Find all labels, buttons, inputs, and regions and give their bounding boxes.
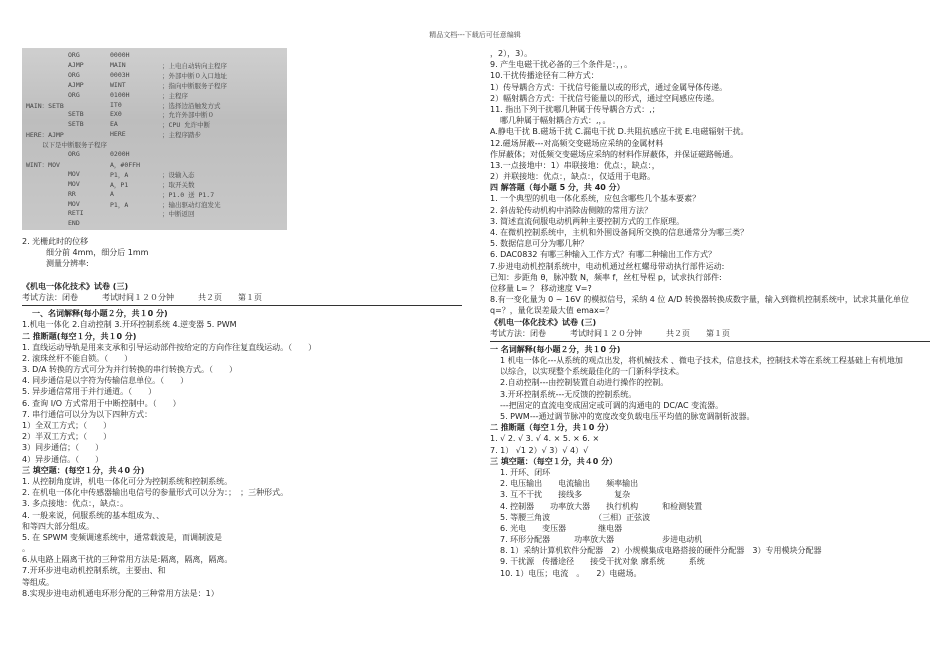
text-line: 8.实现步进电动机通电环形分配的三种常用方法是：1）	[22, 588, 219, 598]
left-column	[22, 236, 462, 599]
text-line: 2）半双工方式；（ ）	[22, 432, 112, 442]
scan-code-line	[22, 180, 287, 190]
text-line: 2. 在机电一体化中传感器输出电信号的参量形式可以分为：； ；三种形式。	[22, 488, 289, 498]
text-line: 3. 多点接地：优点：，缺点：。	[22, 499, 129, 509]
scan-code-line	[22, 101, 287, 111]
divider	[22, 305, 462, 306]
text-line: 等组成。	[22, 577, 54, 587]
scan-code-cell: ；上电自动转向主程序	[162, 61, 227, 70]
scan-code-cell: SETB	[68, 120, 84, 129]
text-line: 1）传导耦合方式：干扰信号能量以或的形式，通过金属导体传递。	[490, 82, 728, 92]
text-line: 2. 滚珠丝杆不能自锁。（ ）	[22, 353, 133, 363]
scan-code-line	[22, 200, 287, 210]
scan-code-line	[22, 140, 287, 150]
text-line: 7.开环步进电动机控制系统，主要由、和	[22, 566, 166, 576]
scan-code-cell: HERE：AJMP	[26, 131, 64, 140]
scan-code-cell: ；允许外部中断０	[162, 111, 214, 120]
scan-code-line	[22, 91, 287, 101]
scan-code-line	[22, 130, 287, 140]
scan-code-cell: ；主程序	[162, 91, 188, 100]
scan-code-cell: ；输出驱动灯泡发光	[162, 200, 221, 209]
scan-code-line	[22, 150, 287, 160]
text-line: 2）并联接地：优点：，缺点：，仅适用于电路。	[490, 172, 656, 182]
text-line: 一、名词解释(每小题２分，共１0 分)	[32, 309, 168, 319]
scan-code-cell: ORG	[68, 70, 80, 79]
scan-code-cell: A	[110, 189, 114, 198]
scan-code-cell: EX0	[110, 110, 122, 119]
text-line: 5. 在 SPWM 变频调速系统中，通常载波是，而调制波是	[22, 532, 222, 542]
scan-code-cell: IT0	[110, 100, 122, 109]
scan-code-cell: ；CPU 允许中断	[162, 121, 211, 130]
text-line: 6. 查询 I/O 方式常用于中断控制中。（ ）	[22, 398, 181, 408]
scan-code-cell: ；指向中断服务子程序	[162, 81, 227, 90]
scan-code-cell: MAIN：SETB	[26, 101, 64, 110]
text-line: 6.从电路上隔离干扰的三种常用方法是:隔离，隔离，隔离。	[22, 555, 233, 565]
text-line: 二 推断题(每空１分，共１0 分)	[22, 331, 137, 341]
text-line: 考试方法：闭卷 考试时间１２０分钟 共２页 第１页	[22, 292, 262, 302]
scan-code-cell: RETI	[68, 209, 84, 218]
page-header: 精品文档---下载后可任意编辑	[429, 31, 521, 39]
text-line: 1. 直线运动导轨是用来支承和引导运动部件按给定的方向作往复直线运动。（ ）	[22, 342, 317, 352]
text-line: 7. 串行通信可以分为以下四种方式：	[22, 409, 153, 419]
text-line: 考试方法：闭卷 考试时间１２０分钟 共２页 第１页	[490, 328, 730, 338]
scan-code-cell: 0000H	[110, 51, 130, 59]
text-line: 5. PWM---通过调节脉冲的宽度改变负载电压平均值的脉宽调制斩波器。	[500, 412, 755, 421]
scan-code-cell: EA	[110, 120, 118, 129]
scan-code-cell: ；P1.0 送 P1.7	[162, 190, 215, 199]
scan-code-cell: ORG	[68, 51, 80, 59]
text-line: 测量分辨率:	[46, 259, 89, 269]
text-line: 作屏蔽体；对低频交变磁场应采纳的材料作屏蔽体，并保证磁路畅通。	[490, 149, 738, 159]
scan-code-cell: MOV	[68, 179, 80, 188]
text-line: 1. 一个典型的机电一体化系统，应包含哪些几个基本要素？	[490, 194, 701, 204]
text-line: 3）同步通信；（ ）	[22, 443, 104, 453]
scan-code-cell: MOV	[68, 169, 80, 178]
divider	[490, 341, 930, 342]
scanned-code-image	[22, 48, 287, 230]
text-line: 8. 1）采纳计算机软件分配器 2）小规模集成电路搭接的硬件分配器 3）专用模块分配器	[500, 546, 822, 556]
scan-code-line	[22, 71, 287, 81]
text-line: 位移量 L= ？ 移动速度 V=?	[490, 283, 592, 293]
scan-code-cell: ；设输入态	[162, 170, 195, 179]
text-line: 7.步进电动机控制系统中，电动机通过丝杠螺母带动执行部件运动:	[490, 261, 725, 271]
text-line: 3. D/A 转换的方式可分为并行转换的串行转换方式。（ ）	[22, 365, 238, 375]
text-line: 13.一点接地中：1）串联接地：优点：，缺点：，	[490, 160, 660, 170]
text-line: 已知：步距角 θ，脉冲数 N，频率 f，丝杠导程 p，试求执行部件:	[490, 272, 722, 282]
text-line: 5. 异步通信常用于并行通道。（ ）	[22, 387, 157, 397]
right-column	[490, 48, 930, 579]
scan-code-cell: 0003H	[110, 70, 130, 79]
scan-code-cell: ORG	[68, 150, 80, 158]
text-line: 4. 在微机控制系统中，主机和外围设备间所交换的信息通常分为哪三类？	[490, 228, 749, 237]
text-line: 四 解答题（每小题 5 分，共 40 分）	[490, 183, 625, 193]
text-line: 6. 光电 变压器 继电器	[500, 523, 623, 533]
text-line: A.静电干扰 B.磁场干扰 C.漏电干扰 D.共阻抗感应干扰 E.电磁辐射干扰。	[490, 127, 749, 137]
text-line: 1. 从控制角度讲，机电一体化可分为控制系统和控制系统。	[22, 476, 233, 486]
text-line: 9. 产生电磁干扰必备的三个条件是：，，。	[490, 60, 633, 70]
scan-code-cell: ；外部中断０入口地址	[162, 71, 227, 80]
text-line: 2）幅射耦合方式：干扰信号能量以的形式，通过空间感应传递。	[490, 93, 720, 103]
text-line: 7. 环形分配器 功率放大器 步进电动机	[500, 535, 703, 545]
text-line: 二 推断题（每空１分，共１0 分）	[490, 423, 614, 433]
scan-code-cell: A，P1	[110, 180, 129, 189]
scan-code-line	[22, 120, 287, 130]
scan-code-cell: ORG	[68, 90, 80, 99]
scan-code-cell: AJMP	[68, 60, 84, 69]
scan-code-cell: 0200H	[110, 150, 130, 158]
text-line: 三 填空题：（每空１分，共４0 分）	[490, 456, 618, 466]
text-line: 和等四大部分组成。	[22, 521, 94, 531]
text-line: 6. DAC0832 有哪三种输入工作方式？有哪二种输出工作方式？	[490, 250, 717, 260]
scan-code-cell: ；中断返回	[162, 210, 195, 219]
scan-code-cell: HERE	[110, 130, 126, 139]
text-line: 。	[22, 544, 30, 554]
text-line: 1 机电一体化---从系统的观点出发，将机械技术 、微电子技术，信息技术，控制技术等在系统工程基础上有机地加	[500, 356, 903, 366]
text-line: 5. 等腰三角波 （三相）正弦波	[500, 512, 651, 522]
scan-code-cell: ；主程序踏步	[162, 131, 201, 140]
text-line: 4. 控制器 功率放大器 执行机构 和检测装置	[500, 501, 703, 511]
scan-code-cell: MOV	[68, 199, 80, 208]
scan-code-line	[22, 170, 287, 180]
scan-code-line	[22, 219, 287, 229]
text-line: 细分前 4mm，细分后 1mm	[46, 248, 149, 258]
text-line: 3. 互不干扰 接线多 复杂	[500, 490, 631, 500]
text-line: 2. 斜齿轮传动机构中消除齿侧隙的常用方法？	[490, 205, 653, 215]
text-line: 1.机电一体化 2.自动控制 3.开环控制系统 4.逆变器 5. PWM	[22, 320, 237, 330]
scan-code-line	[22, 81, 287, 91]
scan-code-cell: P1，A	[110, 200, 129, 209]
text-line: 1. 开环、闭环	[500, 467, 551, 477]
scan-code-line	[22, 61, 287, 71]
scan-code-cell: WINT：MOV	[26, 160, 60, 169]
scan-code-cell: SETB	[68, 110, 84, 119]
scan-code-line	[22, 190, 287, 200]
text-line: 1. √ 2. √ 3. √ 4. × 5. × 6. ×	[490, 434, 600, 444]
text-line: 《机电一体化技术》试卷 (三)	[490, 317, 597, 327]
scan-code-cell: END	[68, 219, 80, 228]
text-line: 7. 1） √1 2）√ 3）√ 4）√	[490, 445, 589, 455]
scan-code-cell: P1，A	[110, 170, 129, 179]
text-line: 哪几种属于幅射耦合方式：,，。	[500, 116, 611, 126]
scan-code-line	[22, 209, 287, 219]
text-line: 10. 1）电压；电流 。 2）电磁场。	[500, 568, 642, 578]
scan-code-cell: MAIN	[110, 60, 126, 69]
text-line: 4. 同步通信是以字符为传输信息单位。（ ）	[22, 376, 189, 386]
scan-code-cell: 0100H	[110, 90, 130, 99]
text-line: 三 填空题：(每空１分，共４0 分)	[22, 465, 145, 475]
text-line: 10.干扰传播途径有二种方式：	[490, 71, 599, 81]
scan-code-line	[22, 110, 287, 120]
text-line: q=？，量化误差最大值 emax=？	[490, 306, 614, 316]
text-line: ---把固定的直流电变成固定或可调的沟通电的 DC/AC 变流器。	[500, 400, 724, 410]
text-line: 4）异步通信。（ ）	[22, 454, 104, 464]
text-line: 2. 光栅此时的位移	[22, 237, 89, 246]
scan-code-cell: AJMP	[68, 80, 84, 89]
text-line: 1）全双工方式；（ ）	[22, 421, 112, 430]
scan-code-cell: A，#0FFH	[110, 160, 140, 169]
text-line: 3. 简述直流伺服电动机两种主要控制方式的工作原理。	[490, 216, 685, 226]
text-line: ，2），3）。	[490, 49, 533, 58]
text-line: 《机电一体化技术》试卷 (三)	[22, 281, 129, 291]
text-line: 3.开环控制系统---无反馈的控制系统。	[500, 389, 637, 399]
text-line: 一 名词解释(每小题２分，共１0 分)	[490, 344, 621, 354]
scan-code-cell: WINT	[110, 80, 126, 89]
text-line: 4. 一般来说，伺服系统的基本组成为、、	[22, 510, 165, 520]
text-line: 5. 数据信息可分为哪几种？	[490, 239, 589, 249]
text-line: 11. 指出下列干扰哪几种属于传导耦合方式：,；	[490, 104, 660, 114]
scan-code-cell: RR	[68, 189, 76, 198]
text-line: 12.磁场屏蔽---对高频交变磁场应采纳的金属材料	[490, 138, 664, 148]
scan-code-line	[22, 51, 287, 61]
text-line: 8.有一变化量为 0 ~ 16V 的模拟信号，采纳 4 位 A/D 转换器转换成数字量，输入到微机控制系统中，试求其量化单位	[490, 295, 909, 305]
text-line: 2.自动控制---由控制装置自动进行操作的控制。	[500, 378, 669, 388]
scan-code-line	[22, 160, 287, 170]
scan-code-cell: ；取开关数	[162, 180, 195, 189]
text-line: 以综合，以实现整个系统最佳化的一门新科学技术。	[500, 367, 684, 377]
text-line: 2. 电压输出 电流输出 频率输出	[500, 479, 639, 489]
text-line	[22, 270, 462, 281]
scan-code-cell: 以下是中断服务子程序	[42, 141, 107, 150]
text-line: 9. 干扰源 传播途径 接受干扰对象 廓系统 系统	[500, 557, 705, 567]
scan-code-cell: ；选择边沿触发方式	[162, 101, 221, 110]
